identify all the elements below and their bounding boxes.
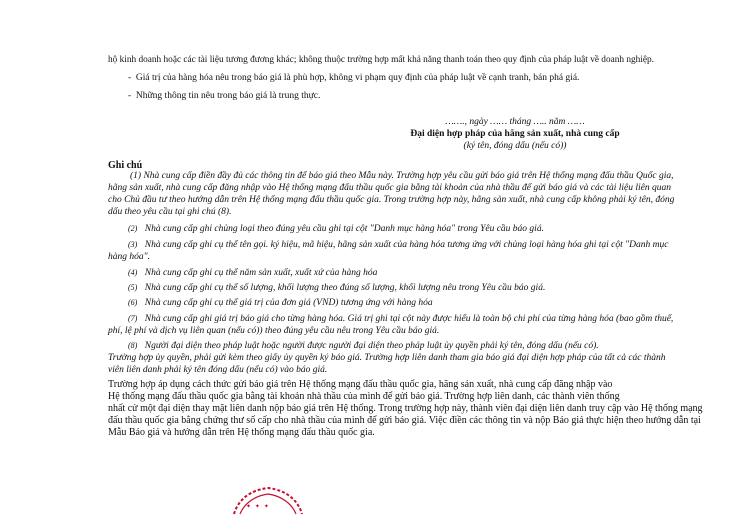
red-stamp-icon — [228, 478, 308, 518]
note-6-text: Nhà cung cấp ghi cụ thể giá trị của đơn giá (VND) tương ứng với hàng hóa — [144, 298, 433, 308]
note-4-number: (4) — [128, 268, 138, 277]
notes-heading: Ghi chú — [108, 160, 143, 171]
note-4 — [128, 267, 377, 279]
note-1-line-2: hãng sản xuất, nhà cung cấp đăng nhập vào Hệ thống mạng đấu thầu quốc gia bằng tài khoản của nhà thầu để gửi báo giá và các tài liệu liên quan — [108, 183, 671, 193]
bullet-2 — [128, 90, 320, 102]
note-2-text: Nhà cung cấp ghi chủng loại theo đúng yêu cầu ghi tại cột "Danh mục hàng hóa" trong Yêu cầu báo giá. — [144, 224, 544, 234]
svg-text:✦ ✦ ✦: ✦ ✦ ✦ — [246, 503, 270, 510]
note-3 — [128, 239, 668, 251]
intro-line: hộ kinh doanh hoặc các tài liệu tương đương khác; không thuộc trường hợp mất khả năng thanh toán theo quy định của pháp luật về doanh nghiệp. — [108, 55, 654, 65]
final-line-3: nhất cử một đại diện thay mặt liên danh nộp báo giá trên Hệ thống. Trong trường hợp này, thành viên đại diện liên danh truy cập vào Hệ thống mạng — [108, 403, 703, 414]
signature-title: Đại diện hợp pháp của hãng sản xuất, nhà cung cấp — [410, 129, 620, 139]
note-7 — [128, 313, 673, 325]
note-8-text: Người đại diện theo pháp luật hoặc người được người đại diện theo pháp luật ủy quyền phải ký tên, đóng dấu (nếu có). — [144, 341, 599, 351]
bullet-2-text: Những thông tin nêu trong báo giá là trung thực. — [135, 91, 321, 101]
note-2-number: (2) — [128, 224, 138, 233]
note-1-line-3: cho Chủ đầu tư theo hướng dẫn trên Hệ thống mạng đấu thầu quốc gia. Trong trường hợp này, hãng sản xuất, nhà cung cấp không phải ký tên, đóng — [108, 195, 675, 205]
note-7-cont: phí, lệ phí và dịch vụ liên quan (nếu có)) theo đúng yêu cầu nêu trong Yêu cầu báo giá. — [108, 326, 440, 336]
note-6 — [128, 297, 433, 309]
bullet-dash: - — [128, 73, 136, 83]
note-8-cont-2: viên liên danh phải ký tên đóng dấu (nếu có) vào báo giá. — [108, 365, 328, 375]
note-5 — [128, 282, 545, 294]
final-line-5: Mẫu Báo giá và hướng dẫn trên Hệ thống mạng đấu thầu quốc gia. — [108, 427, 375, 438]
note-3-text: Nhà cung cấp ghi cụ thể tên gọi. ký hiệu, mã hiệu, hãng sản xuất của hàng hóa tương ứng với chủng loại hàng hóa ghi tại cột "Danh mục — [144, 240, 669, 250]
note-7-text: Nhà cung cấp ghi giá trị báo giá cho từng hàng hóa. Giá trị ghi tại cột này được hiểu là toàn bộ chi phí của từng hàng hóa (bao gồm thuế, — [144, 314, 674, 324]
note-5-number: (5) — [128, 283, 138, 292]
signature-subtitle: (ký tên, đóng dấu (nếu có)) — [463, 141, 567, 151]
note-5-text: Nhà cung cấp ghi cụ thể số lượng, khối lượng theo đúng số lượng, khối lượng nêu trong Yêu cầu báo giá. — [144, 283, 546, 293]
final-line-2: Hệ thống mạng đấu thầu quốc gia bằng tài khoản nhà thầu của mình để gửi báo giá. Trường hợp liên danh, các thành viên thống — [108, 391, 620, 402]
note-6-number: (6) — [128, 298, 138, 307]
bullet-dash: - — [128, 91, 136, 101]
note-7-number: (7) — [128, 314, 138, 323]
note-3-number: (3) — [128, 240, 138, 249]
note-8-number: (8) — [128, 341, 138, 350]
note-1-line-1: (1) Nhà cung cấp điền đầy đủ các thông tin để báo giá theo Mẫu này. Trường hợp yêu cầu gửi báo giá trên Hệ thống mạng đấu thầu Quốc gia, — [130, 171, 674, 181]
bullet-1-text: Giá trị của hàng hóa nêu trong báo giá là phù hợp, không vi phạm quy định của pháp luật về cạnh tranh, bán phá giá. — [135, 73, 580, 83]
signature-date: ……., ngày …… tháng ….. năm …… — [445, 117, 585, 127]
note-1-line-4: dấu theo yêu cầu tại ghi chú (8). — [108, 207, 232, 217]
final-line-4: đấu thầu quốc gia bằng chứng thư số cấp cho nhà thầu của mình để gửi báo giá. Việc điền các thông tin và nộp Báo giá thực hiện theo hướng dẫn tại — [108, 415, 701, 426]
note-3-cont: hàng hóa". — [108, 252, 150, 262]
note-8 — [128, 340, 599, 352]
note-4-text: Nhà cung cấp ghi cụ thể năm sản xuất, xuất xứ của hàng hóa — [144, 268, 378, 278]
final-line-1: Trường hợp áp dụng cách thức gửi báo giá trên Hệ thống mạng đấu thầu quốc gia, hãng sản xuất, nhà cung cấp đăng nhập vào — [108, 379, 613, 390]
bullet-1 — [128, 72, 579, 84]
note-2 — [128, 223, 544, 235]
note-8-cont-1: Trường hợp ủy quyền, phải gửi kèm theo giấy ủy quyền ký báo giá. Trường hợp liên danh tham gia báo giá đại diện hợp pháp của tất cả các thành — [108, 353, 666, 363]
